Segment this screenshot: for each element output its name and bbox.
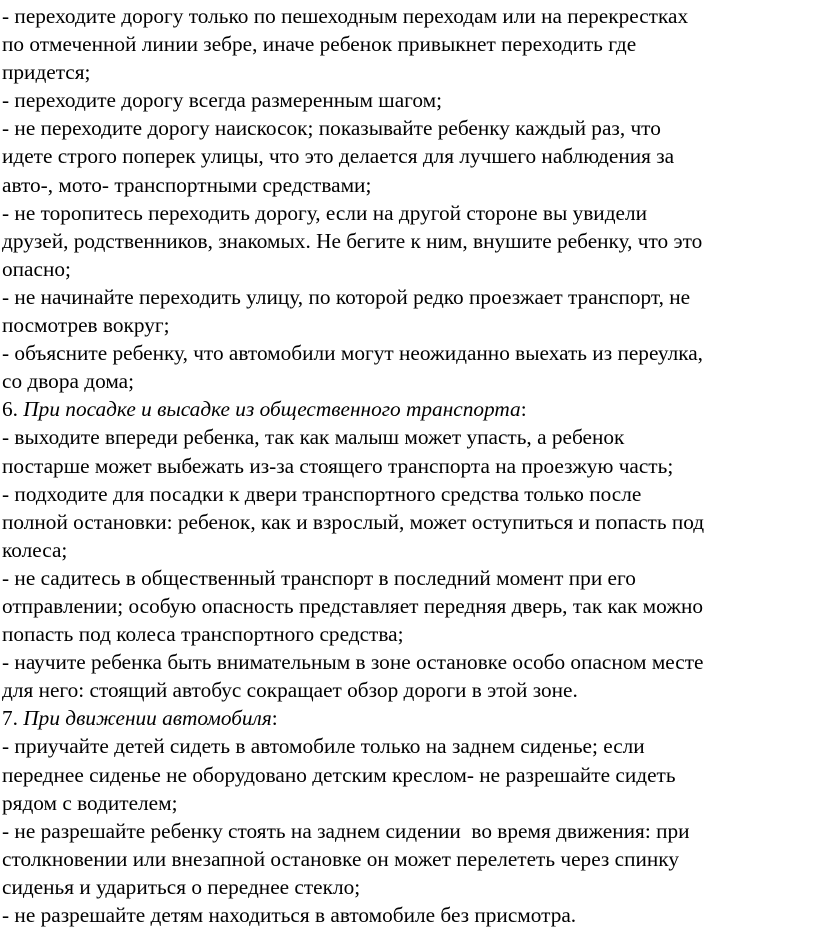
section-6-title: При посадке и высадке из общественного транспорта — [23, 397, 521, 422]
text-line: - переходите дорогу только по пешеходным переходам или на перекрестках — [2, 4, 689, 28]
text-line: - не начинайте переходить улицу, по которой редко проезжает транспорт, не — [2, 284, 691, 309]
text-line: - научите ребенка быть внимательным в зоне остановке особо опасном месте — [2, 650, 704, 675]
section-7-colon: : — [271, 706, 278, 731]
section-6-heading — [2, 395, 814, 423]
text-line: столкновении или внезапной остановке он может перелететь через спинку — [2, 846, 679, 871]
text-line: друзей, родственников, знакомых. Не бегите к ним, внушите ребенку, что это — [2, 228, 703, 253]
text-line: - объясните ребенку, что автомобили могут неожиданно выехать из переулка, — [2, 341, 704, 366]
text-line: постарше может выбежать из-за стоящего транспорта на проезжую часть; — [2, 453, 674, 478]
text-line: рядом с водителем; — [2, 790, 178, 815]
text-line: придется; — [2, 60, 91, 85]
text-line: идете строго поперек улицы, что это делается для лучшего наблюдения за — [2, 144, 675, 169]
text-line: переднее сиденье не оборудовано детским креслом- не разрешайте сидеть — [2, 762, 676, 787]
document-body — [2, 2, 814, 928]
text-line: - выходите впереди ребенка, так как малыш может упасть, а ребенок — [2, 425, 625, 450]
text-line: колеса; — [2, 537, 68, 562]
section-7-title: При движении автомобиля — [23, 706, 272, 731]
text-line: - не торопитесь переходить дорогу, если на другой стороне вы увидели — [2, 200, 648, 225]
text-line: по отмеченной линии зебре, иначе ребенок привыкнет переходить где — [2, 32, 637, 57]
text-line: - подходите для посадки к двери транспортного средства только после — [2, 481, 642, 506]
text-line: полной остановки: ребенок, как и взрослый, может оступиться и попасть под — [2, 509, 705, 534]
text-line: авто-, мото- транспортными средствами; — [2, 172, 372, 197]
text-line: со двора дома; — [2, 369, 135, 394]
section-7-number: 7. — [2, 706, 24, 731]
text-line: - не разрешайте детям находиться в автомобиле без присмотра. — [2, 903, 577, 927]
section-6-number: 6. — [2, 397, 24, 422]
text-line: - не садитесь в общественный транспорт в последний момент при его — [2, 565, 636, 590]
text-line: попасть под колеса транспортного средства; — [2, 622, 404, 647]
text-line: опасно; — [2, 256, 71, 281]
section-6-colon: : — [520, 397, 527, 422]
text-line: - не разрешайте ребенку стоять на заднем сидении во время движения: при — [2, 818, 690, 843]
text-line: - приучайте детей сидеть в автомобиле только на заднем сиденье; если — [2, 734, 645, 759]
text-line: сиденья и удариться о переднее стекло; — [2, 874, 361, 899]
text-line: посмотрев вокруг; — [2, 313, 170, 338]
section-7-heading — [2, 704, 814, 732]
text-line: отправлении; особую опасность представляет передняя дверь, так как можно — [2, 593, 704, 618]
text-line: для него: стоящий автобус сокращает обзор дороги в этой зоне. — [2, 678, 578, 703]
text-line: - переходите дорогу всегда размеренным шагом; — [2, 88, 442, 113]
text-line: - не переходите дорогу наискосок; показывайте ребенку каждый раз, что — [2, 116, 661, 141]
